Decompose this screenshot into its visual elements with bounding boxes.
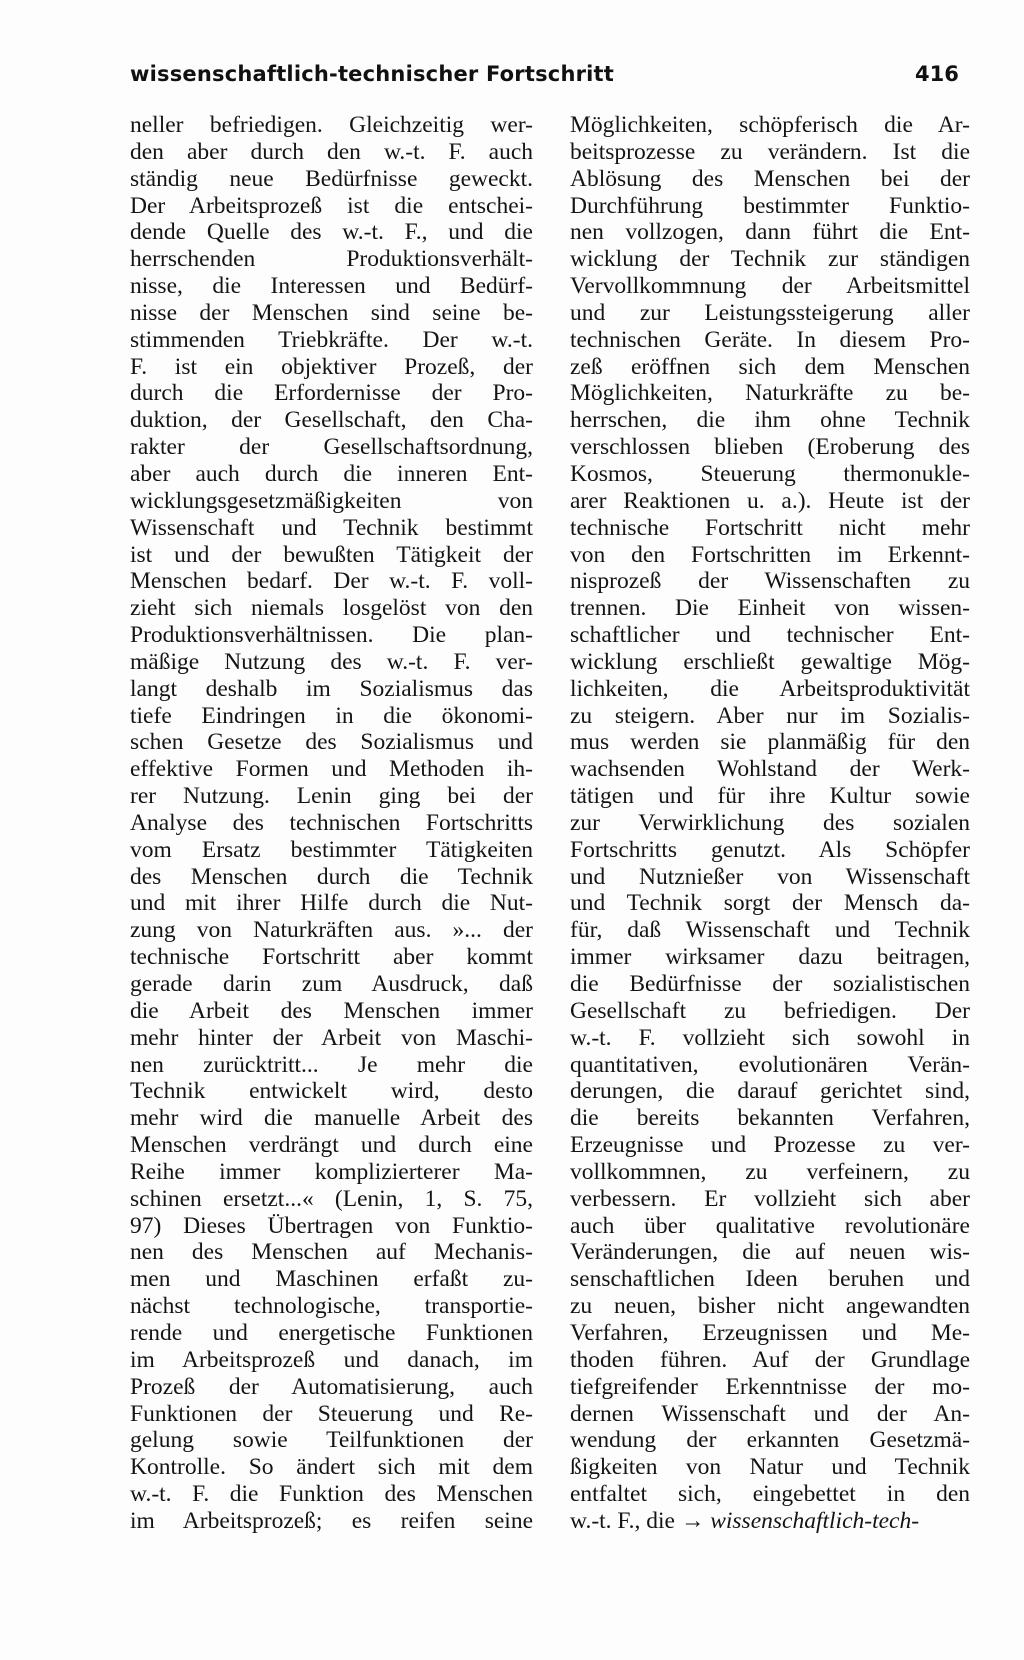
text-line: und mit ihrer Hilfe durch die Nut-	[130, 890, 533, 917]
text-line: trennen. Die Einheit von wissen-	[570, 595, 970, 622]
text-line: zur Verwirklichung des sozialen	[570, 809, 970, 836]
text-line: technische Fortschritt aber kommt	[130, 944, 533, 971]
cross-reference-link[interactable]: wissenschaftlich-tech-	[710, 1507, 920, 1534]
text-line: men und Maschinen erfaßt zu-	[130, 1266, 533, 1293]
text-line: F. ist ein objektiver Prozeß, der	[130, 353, 533, 380]
text-line: verbessern. Er vollzieht sich aber	[570, 1185, 970, 1212]
text-line: Wissenschaft und Technik bestimmt	[130, 514, 533, 541]
text-line: Ablösung des Menschen bei der	[570, 165, 970, 192]
text-line: wicklungsgesetzmäßigkeiten von	[130, 487, 533, 514]
text-line: Fortschritts genutzt. Als Schöpfer	[570, 836, 970, 863]
right-text-column	[570, 112, 970, 1535]
text-line: nen vollzogen, dann führt die Ent-	[570, 219, 970, 246]
text-line: zieht sich niemals losgelöst von den	[130, 595, 533, 622]
text-line: wendung der erkannten Gesetzmä-	[570, 1427, 970, 1454]
text-line: Möglichkeiten, Naturkräfte zu be-	[570, 380, 970, 407]
text-line: arer Reaktionen u. a.). Heute ist der	[570, 487, 970, 514]
cross-reference-arrow-icon: →	[680, 1507, 705, 1534]
text-line: w.-t. F. vollzieht sich sowohl in	[570, 1024, 970, 1051]
text-line: rakter der Gesellschaftsordnung,	[130, 434, 533, 461]
text-line: und Nutznießer von Wissenschaft	[570, 863, 970, 890]
text-line: zung von Naturkräften aus. »... der	[130, 917, 533, 944]
text-line: schen Gesetze des Sozialismus und	[130, 729, 533, 756]
text-line: schinen ersetzt...« (Lenin, 1, S. 75,	[130, 1185, 533, 1212]
text-line: rer Nutzung. Lenin ging bei der	[130, 783, 533, 810]
text-line: tiefgreifender Erkenntnisse der mo-	[570, 1373, 970, 1400]
text-line: Menschen verdrängt und durch eine	[130, 1132, 533, 1159]
text-line: wicklung der Technik zur ständigen	[570, 246, 970, 273]
text-line: herrschenden Produktionsverhält-	[130, 246, 533, 273]
text-line: derungen, die darauf gerichtet sind,	[570, 1078, 970, 1105]
text-line: von den Fortschritten im Erkennt-	[570, 541, 970, 568]
text-line: ßigkeiten von Natur und Technik	[570, 1454, 970, 1481]
text-line: vollkommnen, zu verfeinern, zu	[570, 1158, 970, 1185]
text-line: effektive Formen und Methoden ih-	[130, 756, 533, 783]
text-line: herrschen, die ihm ohne Technik	[570, 407, 970, 434]
text-line: entfaltet sich, eingebettet in den	[570, 1481, 970, 1508]
text-line: 97) Dieses Übertragen von Funktio-	[130, 1212, 533, 1239]
text-line: nisprozeß der Wissenschaften zu	[570, 568, 970, 595]
text-line: schaftlicher und technischer Ent-	[570, 622, 970, 649]
text-line: Menschen bedarf. Der w.-t. F. voll-	[130, 568, 533, 595]
text-line: Verfahren, Erzeugnissen und Me-	[570, 1319, 970, 1346]
right-column-final-line	[570, 1508, 970, 1535]
text-line: die Arbeit des Menschen immer	[130, 997, 533, 1024]
text-line: nisse, die Interessen und Bedürf-	[130, 273, 533, 300]
text-line: dende Quelle des w.-t. F., und die	[130, 219, 533, 246]
page-number: 416	[915, 62, 959, 86]
text-line: gerade darin zum Ausdruck, daß	[130, 971, 533, 997]
text-line: senschaftlichen Ideen beruhen und	[570, 1266, 970, 1293]
text-line: Durchführung bestimmter Funktio-	[570, 192, 970, 219]
text-line: verschlossen blieben (Eroberung des	[570, 434, 970, 461]
text-line: zu steigern. Aber nur im Sozialis-	[570, 702, 970, 729]
text-line: Veränderungen, die auf neuen wis-	[570, 1239, 970, 1266]
text-line: lichkeiten, die Arbeitsproduktivität	[570, 675, 970, 702]
text-line: auch über qualitative revolutionäre	[570, 1212, 970, 1239]
text-line: beitsprozesse zu verändern. Ist die	[570, 138, 970, 165]
text-line: Produktionsverhältnissen. Die plan-	[130, 622, 533, 649]
text-line: wachsenden Wohlstand der Werk-	[570, 756, 970, 783]
text-line: aber auch durch die inneren Ent-	[130, 460, 533, 487]
text-line: thoden führen. Auf der Grundlage	[570, 1346, 970, 1373]
text-line: Vervollkommnung der Arbeitsmittel	[570, 273, 970, 300]
text-line: zu neuen, bisher nicht angewandten	[570, 1293, 970, 1320]
text-line: mus werden sie planmäßig für den	[570, 729, 970, 756]
text-line: stimmenden Triebkräfte. Der w.-t.	[130, 326, 533, 353]
text-line: Möglichkeiten, schöpferisch die Ar-	[570, 112, 970, 138]
text-line: technischen Geräte. In diesem Pro-	[570, 326, 970, 353]
text-line: ständig neue Bedürfnisse geweckt.	[130, 165, 533, 192]
text-line: nen des Menschen auf Mechanis-	[130, 1239, 533, 1266]
final-line-prefix: w.-t. F., die	[570, 1507, 675, 1534]
text-line: Analyse des technischen Fortschritts	[130, 809, 533, 836]
text-line: nisse der Menschen sind seine be-	[130, 299, 533, 326]
text-line: zeß eröffnen sich dem Menschen	[570, 353, 970, 380]
text-line: die bereits bekannten Verfahren,	[570, 1105, 970, 1132]
running-head-title: wissenschaftlich-technischer Fortschritt	[130, 62, 615, 86]
text-line: neller befriedigen. Gleichzeitig wer-	[130, 112, 533, 138]
text-line: Der Arbeitsprozeß ist die entschei-	[130, 192, 533, 219]
text-line: nen zurücktritt... Je mehr die	[130, 1051, 533, 1078]
text-line: dernen Wissenschaft und der An-	[570, 1400, 970, 1427]
text-line: Technik entwickelt wird, desto	[130, 1078, 533, 1105]
text-line: nächst technologische, transportie-	[130, 1293, 533, 1320]
text-line: Erzeugnisse und Prozesse zu ver-	[570, 1132, 970, 1159]
text-line: und zur Leistungssteigerung aller	[570, 299, 970, 326]
text-line: vom Ersatz bestimmter Tätigkeiten	[130, 836, 533, 863]
left-text-column	[130, 112, 533, 1535]
text-line: und Technik sorgt der Mensch da-	[570, 890, 970, 917]
text-line: Reihe immer komplizierterer Ma-	[130, 1158, 533, 1185]
text-line: langt deshalb im Sozialismus das	[130, 675, 533, 702]
text-line: Kosmos, Steuerung thermonukle-	[570, 460, 970, 487]
text-line: tiefe Eindringen in die ökonomi-	[130, 702, 533, 729]
text-line: Funktionen der Steuerung und Re-	[130, 1400, 533, 1427]
text-line: tätigen und für ihre Kultur sowie	[570, 783, 970, 810]
text-line: den aber durch den w.-t. F. auch	[130, 138, 533, 165]
text-line: technische Fortschritt nicht mehr	[570, 514, 970, 541]
text-line: ist und der bewußten Tätigkeit der	[130, 541, 533, 568]
text-line: mäßige Nutzung des w.-t. F. ver-	[130, 648, 533, 675]
text-line: im Arbeitsprozeß und danach, im	[130, 1346, 533, 1373]
text-line: quantitativen, evolutionären Verän-	[570, 1051, 970, 1078]
text-line: die Bedürfnisse der sozialistischen	[570, 971, 970, 997]
text-line: duktion, der Gesellschaft, den Cha-	[130, 407, 533, 434]
text-line: des Menschen durch die Technik	[130, 863, 533, 890]
text-line: Kontrolle. So ändert sich mit dem	[130, 1454, 533, 1481]
text-line: mehr wird die manuelle Arbeit des	[130, 1105, 533, 1132]
text-line: durch die Erfordernisse der Pro-	[130, 380, 533, 407]
text-line: w.-t. F. die Funktion des Menschen	[130, 1481, 533, 1508]
text-line: Prozeß der Automatisierung, auch	[130, 1373, 533, 1400]
text-line: für, daß Wissenschaft und Technik	[570, 917, 970, 944]
text-line: gelung sowie Teilfunktionen der	[130, 1427, 533, 1454]
text-line: Gesellschaft zu befriedigen. Der	[570, 997, 970, 1024]
text-line: wicklung erschließt gewaltige Mög-	[570, 648, 970, 675]
right-column-lines	[570, 112, 970, 1508]
text-line: mehr hinter der Arbeit von Maschi-	[130, 1024, 533, 1051]
text-line: rende und energetische Funktionen	[130, 1319, 533, 1346]
text-line: immer wirksamer dazu beitragen,	[570, 944, 970, 971]
text-line: im Arbeitsprozeß; es reifen seine	[130, 1507, 533, 1534]
